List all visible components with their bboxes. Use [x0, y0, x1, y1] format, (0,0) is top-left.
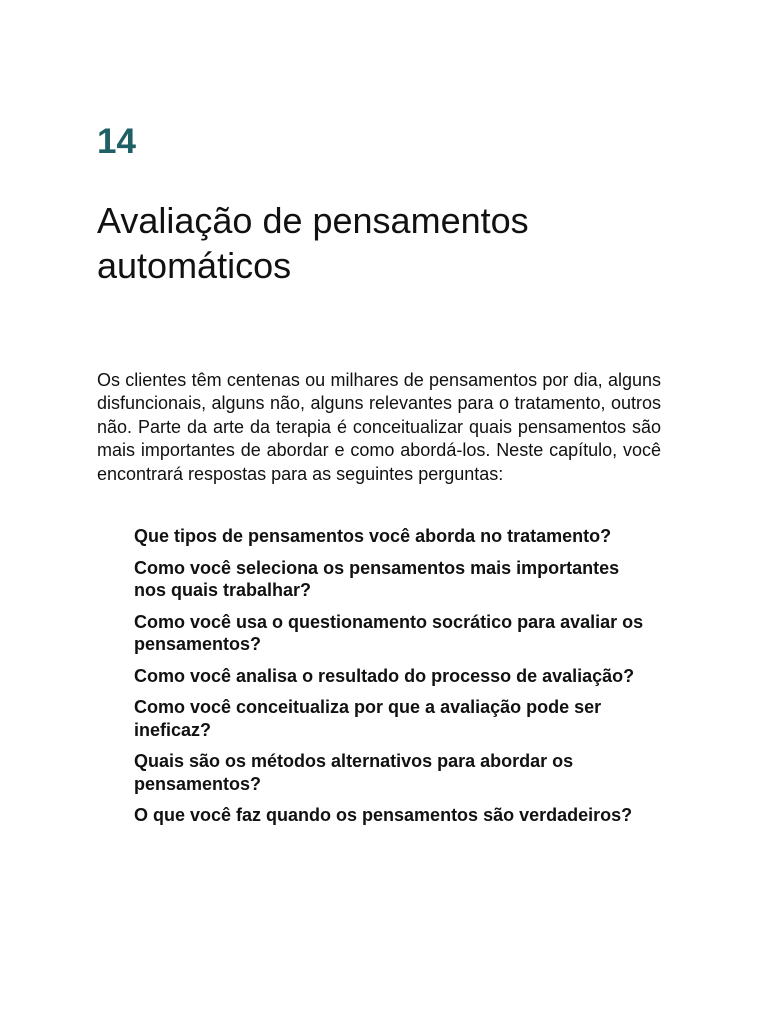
intro-paragraph: Os clientes têm centenas ou milhares de pensamentos por dia, alguns disfuncionais, alguns não, alguns relevantes para o tratamento, outros não. Parte da arte da terapia é conceitualizar quais pensamentos são mais importantes de abordar e como abordá-los. Neste capítulo, você encontrará respostas para as seguintes perguntas:	[97, 370, 661, 484]
question-list	[134, 525, 654, 836]
question-item: Como você usa o questionamento socrático para avaliar os pensamentos?	[134, 611, 644, 654]
chapter-title: Avaliação de pensamentos automáticos	[97, 200, 529, 286]
question-item: Como você analisa o resultado do processo de avaliação?	[134, 665, 635, 686]
question-item: Que tipos de pensamentos você aborda no tratamento?	[134, 526, 612, 546]
question-item: Quais são os métodos alternativos para abordar os pensamentos?	[134, 751, 574, 794]
question-item: Como você conceitualiza por que a avaliação pode ser ineficaz?	[134, 697, 602, 740]
question-item: O que você faz quando os pensamentos são verdadeiros?	[134, 805, 633, 825]
chapter-number: 14	[97, 122, 136, 161]
question-item: Como você seleciona os pensamentos mais importantes nos quais trabalhar?	[134, 557, 620, 600]
